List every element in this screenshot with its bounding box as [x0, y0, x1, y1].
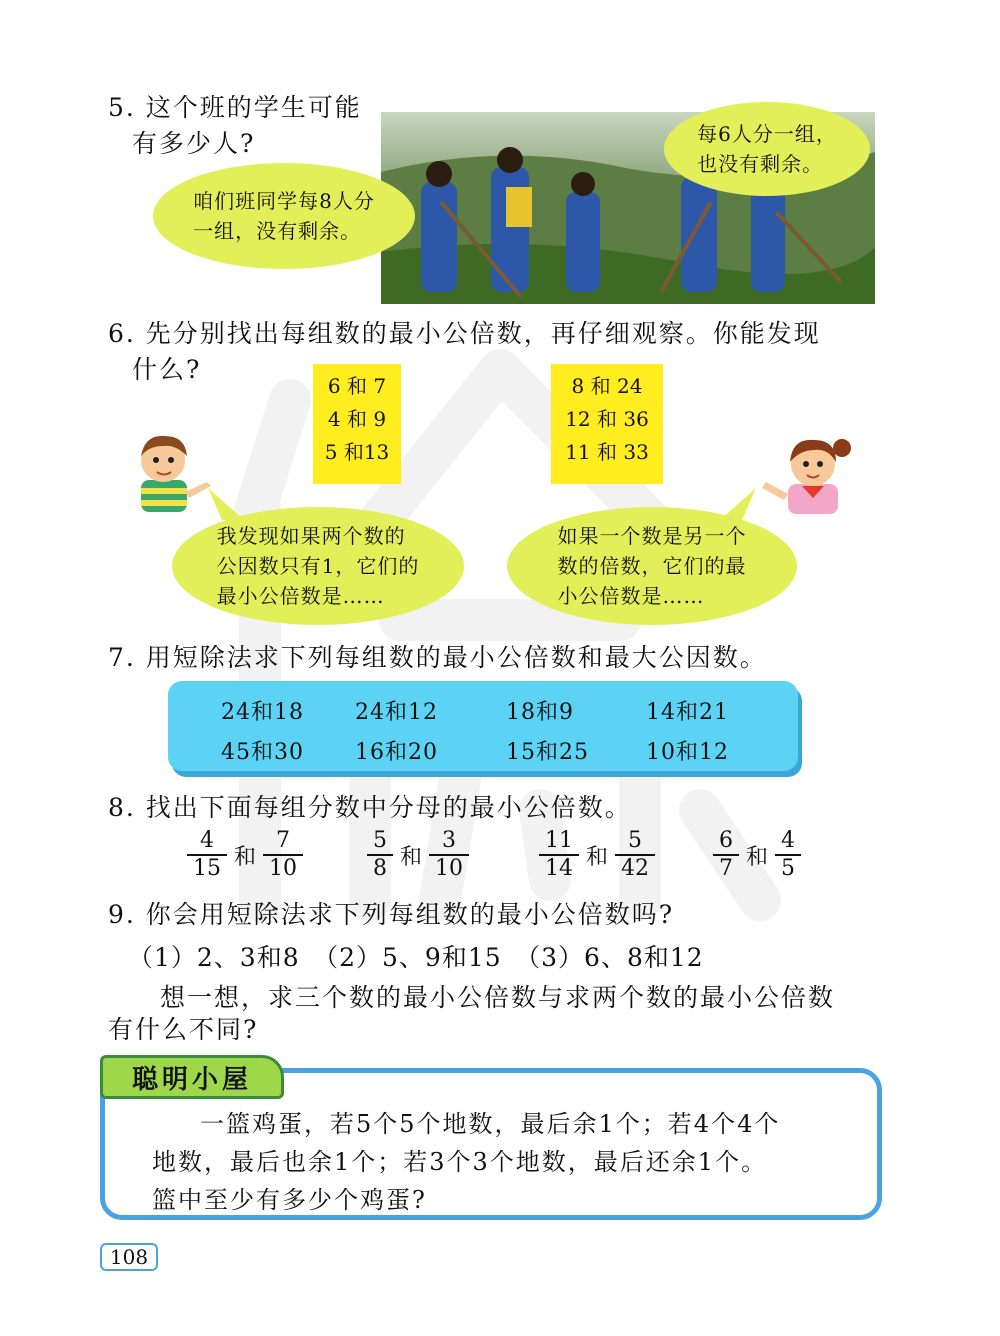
- denominator: 10: [269, 856, 298, 881]
- denominator: 5: [781, 856, 796, 881]
- bubble-tail: [716, 486, 760, 522]
- fraction: [370, 829, 390, 881]
- q7-text: 7. 用短除法求下列每组数的最小公倍数和最大公因数。: [108, 643, 767, 672]
- bubble-line: 一组，没有剩余。: [193, 219, 362, 243]
- denominator: 8: [373, 856, 387, 881]
- numerator: 3: [442, 828, 457, 853]
- girl-cartoon: [758, 432, 858, 514]
- pair-cell: 45和30: [221, 740, 304, 765]
- speech-bubble-coprime: [172, 507, 464, 625]
- fraction: [266, 829, 300, 881]
- and-text: 和: [234, 844, 257, 870]
- and-text: 和: [746, 844, 769, 870]
- speech-bubble-6-per-group: [664, 102, 870, 196]
- numerator: 4: [781, 828, 796, 853]
- smart-house-title: 聪明小屋: [131, 1064, 252, 1095]
- bubble-line: 我发现如果两个数的: [216, 524, 406, 548]
- denominator: 10: [435, 856, 464, 881]
- number-group-box-left: [313, 364, 401, 484]
- fraction: [542, 829, 576, 881]
- bubble-line: 也没有剩余。: [697, 152, 824, 176]
- bubble-line: 数的倍数，它们的最: [557, 554, 747, 578]
- boy-cartoon: [125, 430, 215, 512]
- q5-line1: 5. 这个班的学生可能: [108, 93, 362, 122]
- bubble-line: 小公倍数是……: [557, 584, 705, 608]
- bubble-line: 咱们班同学每8人分: [193, 189, 375, 213]
- q9-items: （1）2、3和8 （2）5、9和15 （3）6、8和12: [128, 943, 704, 972]
- pair-text: 8 和 24: [571, 374, 643, 398]
- numerator: 4: [200, 828, 214, 853]
- q5-line2: 有多少人?: [132, 129, 256, 158]
- bubble-line: 最小公倍数是……: [216, 584, 385, 608]
- q9-text: 9. 你会用短除法求下列每组数的最小公倍数吗?: [108, 900, 675, 929]
- smart-house-line1: 一篮鸡蛋，若5个5个地数，最后余1个；若4个4个: [200, 1110, 781, 1138]
- smart-house-line2: 地数，最后也余1个；若3个3个地数，最后还余1个。: [152, 1148, 768, 1176]
- pair-text: 5 和13: [324, 440, 390, 464]
- pair-cell: 15和25: [506, 740, 589, 765]
- bubble-line: 如果一个数是另一个: [557, 524, 747, 548]
- fraction: [190, 829, 224, 881]
- pair-cell: 14和21: [646, 700, 729, 725]
- q6-line1: 6. 先分别找出每组数的最小公倍数，再仔细观察。你能发现: [108, 319, 821, 348]
- fraction: [778, 829, 798, 881]
- numerator: 7: [276, 828, 291, 853]
- pair-cell: 18和9: [506, 700, 574, 725]
- denominator: 14: [545, 856, 573, 881]
- smart-house-title-badge: [100, 1055, 284, 1099]
- pair-text: 4 和 9: [327, 407, 387, 431]
- denominator: 15: [193, 856, 221, 881]
- fraction: [618, 829, 652, 881]
- fraction-pair-2: [370, 829, 466, 881]
- pair-text: 12 和 36: [565, 407, 649, 431]
- denominator: 42: [621, 856, 650, 881]
- number-group-box-right: [551, 364, 663, 484]
- pair-text: 11 和 33: [565, 440, 649, 464]
- pair-text: 6 和 7: [327, 374, 387, 398]
- numerator: 5: [373, 828, 387, 853]
- q9-think-line2: 有什么不同?: [108, 1015, 259, 1044]
- pair-cell: 10和12: [646, 740, 729, 765]
- speech-bubble-multiple: [507, 507, 797, 625]
- numerator: 11: [545, 828, 573, 853]
- denominator: 7: [719, 856, 733, 881]
- fraction-pair-1: [190, 829, 300, 881]
- bubble-tail: [204, 486, 248, 522]
- pair-cell: 24和12: [355, 700, 438, 725]
- and-text: 和: [400, 844, 423, 870]
- number-pairs-box: [168, 681, 798, 771]
- smart-house-line3: 篮中至少有多少个鸡蛋?: [152, 1186, 427, 1214]
- bubble-line: 公因数只有1，它们的: [216, 554, 420, 578]
- fraction-pair-3: [542, 829, 652, 881]
- pair-cell: 16和20: [355, 740, 438, 765]
- q6-line2: 什么?: [132, 355, 202, 384]
- page-number: 108: [100, 1243, 158, 1271]
- numerator: 6: [719, 828, 733, 853]
- q8-text: 8. 找出下面每组分数中分母的最小公倍数。: [108, 793, 632, 822]
- fraction: [716, 829, 736, 881]
- speech-bubble-8-per-group: [153, 163, 415, 269]
- pair-cell: 24和18: [221, 700, 304, 725]
- and-text: 和: [586, 844, 609, 870]
- q9-think-line1: 想一想，求三个数的最小公倍数与求两个数的最小公倍数: [160, 983, 836, 1012]
- numerator: 5: [628, 828, 643, 853]
- bubble-line: 每6人分一组，: [697, 122, 837, 146]
- fraction: [432, 829, 466, 881]
- fraction-pair-4: [716, 829, 798, 881]
